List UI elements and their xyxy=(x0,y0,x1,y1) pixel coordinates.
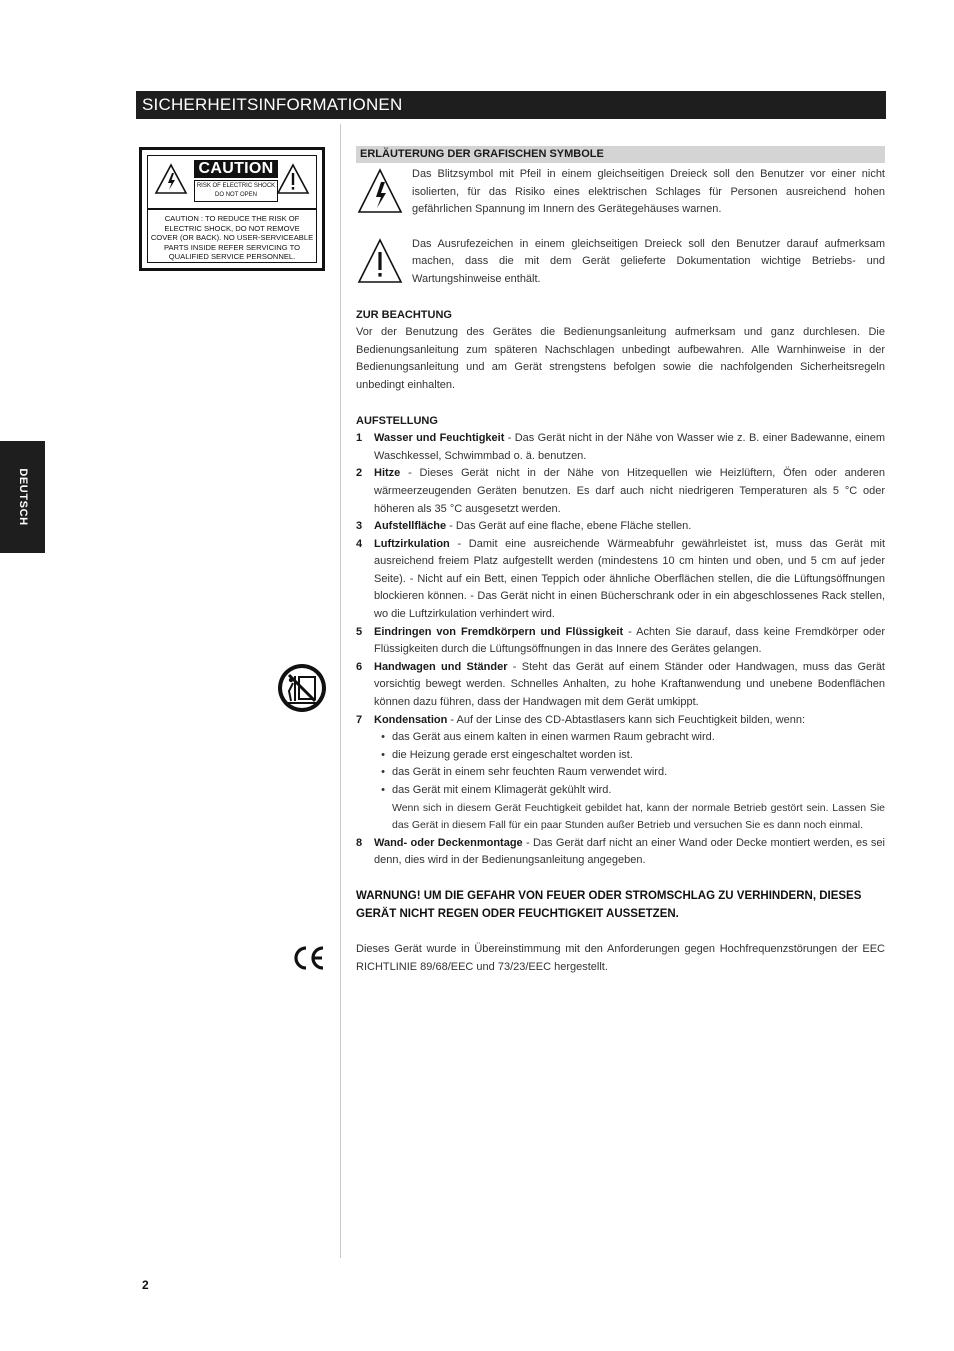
item-number: 2 xyxy=(356,467,363,480)
item-title: Hitze xyxy=(374,467,401,480)
exclamation-symbol-row xyxy=(356,236,885,289)
cart-warning-icon xyxy=(277,663,327,713)
item-body xyxy=(374,536,885,624)
bullet-dot: • xyxy=(381,731,385,744)
item-number: 4 xyxy=(356,537,363,550)
item-title: Aufstellfläche xyxy=(374,520,447,533)
item-title: Wand- oder Deckenmontage xyxy=(374,836,523,849)
item-text: - Dieses Gerät nicht in der Nähe von Hitzequellen wie Heizlüftern, Öfen oder anderen wärmeerzeugenden Geräten benutzen. Es darf auch nicht niedrigeren Temperaturen als 5 °C oder höheren als 35 °C ausgesetzt werden. xyxy=(374,467,885,515)
exclamation-triangle-icon xyxy=(276,162,310,196)
bullet-dot: • xyxy=(381,766,385,779)
item-body xyxy=(374,518,885,536)
caution-label xyxy=(139,147,325,271)
bullet-dot: • xyxy=(381,748,385,761)
item-number: 5 xyxy=(356,625,363,638)
aufstellung-heading: AUFSTELLUNG xyxy=(356,414,438,427)
bullet-text: das Gerät mit einem Klimagerät gekühlt wird. xyxy=(392,784,612,796)
item-text: - Das Gerät darf nicht an einer Wand oder Decke montiert werden, es sei denn, dies wird in der Bedienungsanleitung angegeben. xyxy=(374,836,885,867)
bullet-text: die Heizung gerade erst eingeschaltet worden ist. xyxy=(392,748,633,761)
caution-divider xyxy=(148,208,316,210)
item-body xyxy=(374,430,885,465)
ce-mark-icon xyxy=(292,943,326,973)
caution-body: CAUTION : TO REDUCE THE RISK OF ELECTRIC SHOCK, DO NOT REMOVE COVER (OR BACK). NO USER-SERVICEABLE PARTS INSIDE REFER SERVICING TO QUALIFIED SERVICE PERSONNEL. xyxy=(150,214,314,262)
item-title: Eindringen von Fremdkörpern und Flüssigkeit xyxy=(374,625,624,638)
item-body xyxy=(374,835,885,870)
item-number: 8 xyxy=(356,836,363,849)
caution-title: CAUTION xyxy=(194,160,278,178)
exclamation-triangle-icon xyxy=(356,236,404,288)
exclamation-symbol-text: Das Ausrufezeichen in einem gleichseitigen Dreieck soll den Benutzer darauf aufmerksam machen, dass die mit dem Gerät gelieferte Dokumentation wichtige Betriebs- und Wartungshinweise enthält. xyxy=(412,237,885,285)
beachtung-heading: ZUR BEACHTUNG xyxy=(356,308,452,321)
list-item xyxy=(356,430,885,465)
item-text: - Das Gerät nicht in der Nähe von Wasser wie z. B. einer Badewanne, einem Waschkessel, Schwimmbad o. ä. benutzen. xyxy=(374,432,885,462)
bullet-item xyxy=(356,729,885,747)
item-title: Handwagen und Ständer xyxy=(374,660,508,673)
bullet-text: das Gerät in einem sehr feuchten Raum verwendet wird. xyxy=(392,766,668,779)
page-title: SICHERHEITSINFORMATIONEN xyxy=(136,91,886,119)
item-number: 6 xyxy=(356,660,363,673)
language-tab-label: DEUTSCH xyxy=(16,468,29,526)
warning-text: WARNUNG! UM DIE GEFAHR VON FEUER ODER STROMSCHLAG ZU VERHINDERN, DIESES GERÄT NICHT REGEN ODER FEUCHTIGKEIT AUSSETZEN. xyxy=(356,889,862,920)
lightning-triangle-icon xyxy=(356,166,404,218)
item-text: - Damit eine ausreichende Wärmeabfuhr gewährleistet ist, muss das Gerät mit ausreichend freiem Platz aufgestellt werden (mindestens 10 cm hinten und oben, und 5 cm auf jeder Seite). - Nicht auf ein Bett, einen Teppich oder ähnliche Oberflächen stellen, die die Lüftungsöffnungen blockieren können. - Das Gerät nicht in einen Bücherschrank oder in ein abgeschlossenes Rack stellen, wo die Luftzirkulation verhindert wird. xyxy=(374,537,885,621)
lightning-symbol-row xyxy=(356,166,885,219)
condensation-note: Wenn sich in diesem Gerät Feuchtigkeit gebildet hat, kann der normale Betrieb gestört sein. Lassen Sie das Gerät in diesem Fall für ein paar Stunden außer Betrieb und versuchen Sie es dann noch einmal. xyxy=(392,801,885,832)
item-body xyxy=(374,659,885,712)
list-item xyxy=(356,659,885,712)
bullet-item xyxy=(356,747,885,765)
list-item xyxy=(356,835,885,870)
compliance-text: Dieses Gerät wurde in Übereinstimmung mit den Anforderungen gegen Hochfrequenzstörungen der EEC RICHTLINIE 89/68/EEC und 73/23/EEC hergestellt. xyxy=(356,943,885,973)
aufstellung-list xyxy=(356,430,885,870)
column-divider xyxy=(340,124,341,1258)
bullet-item xyxy=(356,782,885,800)
item-body xyxy=(374,624,885,659)
item-text: - Das Gerät auf eine flache, ebene Fläche stellen. xyxy=(446,520,692,533)
item-title: Kondensation xyxy=(374,713,448,726)
lightning-symbol-text: Das Blitzsymbol mit Pfeil in einem gleichseitigen Dreieck soll den Benutzer vor einer nicht isolierten, für das Risiko eines elektrischen Schlages für Personen ausreichend hohen gefährlichen Spannung im Innern des Gerätegehäuses warnen. xyxy=(412,168,885,216)
item-title: Luftzirkulation xyxy=(374,537,450,550)
list-item xyxy=(356,465,885,518)
item-title: Wasser und Feuchtigkeit xyxy=(374,432,505,445)
item-body xyxy=(374,712,885,730)
bullet-dot: • xyxy=(381,784,385,796)
item-text: - Achten Sie darauf, dass keine Fremdkörper oder Flüssigkeiten durch die Lüftungsöffnungen in das Innere des Gerätes gelangen. xyxy=(374,625,885,656)
caution-subtitle: RISK OF ELECTRIC SHOCK DO NOT OPEN xyxy=(194,180,278,202)
bullet-item xyxy=(356,764,885,782)
beachtung-text: Vor der Benutzung des Gerätes die Bedienungsanleitung aufmerksam und ganz durchlesen. Die Bedienungsanleitung zum späteren Nachschlagen unbedingt aufbewahren. Alle Warnhinweise in der Bedienungsanleitung und am Gerät strengstens befolgen sowie die nachfolgenden Sicherheitsregeln unbedingt einhalten. xyxy=(356,326,885,391)
item-body xyxy=(374,465,885,518)
list-item xyxy=(356,624,885,659)
item-text: - Auf der Linse des CD-Abtastlasers kann sich Feuchtigkeit bilden, wenn: xyxy=(447,713,806,726)
page-number: 2 xyxy=(142,1278,149,1292)
caution-label-frame xyxy=(147,155,317,263)
list-item xyxy=(356,536,885,624)
list-item xyxy=(356,518,885,536)
lightning-triangle-icon xyxy=(154,162,188,196)
list-item xyxy=(356,712,885,730)
bullet-text: das Gerät aus einem kalten in einen warmen Raum gebracht wird. xyxy=(392,731,715,744)
item-number: 7 xyxy=(356,713,363,726)
symbols-heading: ERLÄUTERUNG DER GRAFISCHEN SYMBOLE xyxy=(356,146,885,163)
item-number: 3 xyxy=(356,520,363,533)
main-content xyxy=(356,146,885,976)
language-tab xyxy=(0,441,45,553)
item-number: 1 xyxy=(356,432,363,445)
item-text: - Steht das Gerät auf einem Ständer oder Handwagen, muss das Gerät vorsichtig bewegt werden. Schnelles Anhalten, zu hohe Kraftanwendung und unebene Bodenflächen können dazu führen, dass der Handwagen mit dem Gerät umkippt. xyxy=(374,660,885,709)
